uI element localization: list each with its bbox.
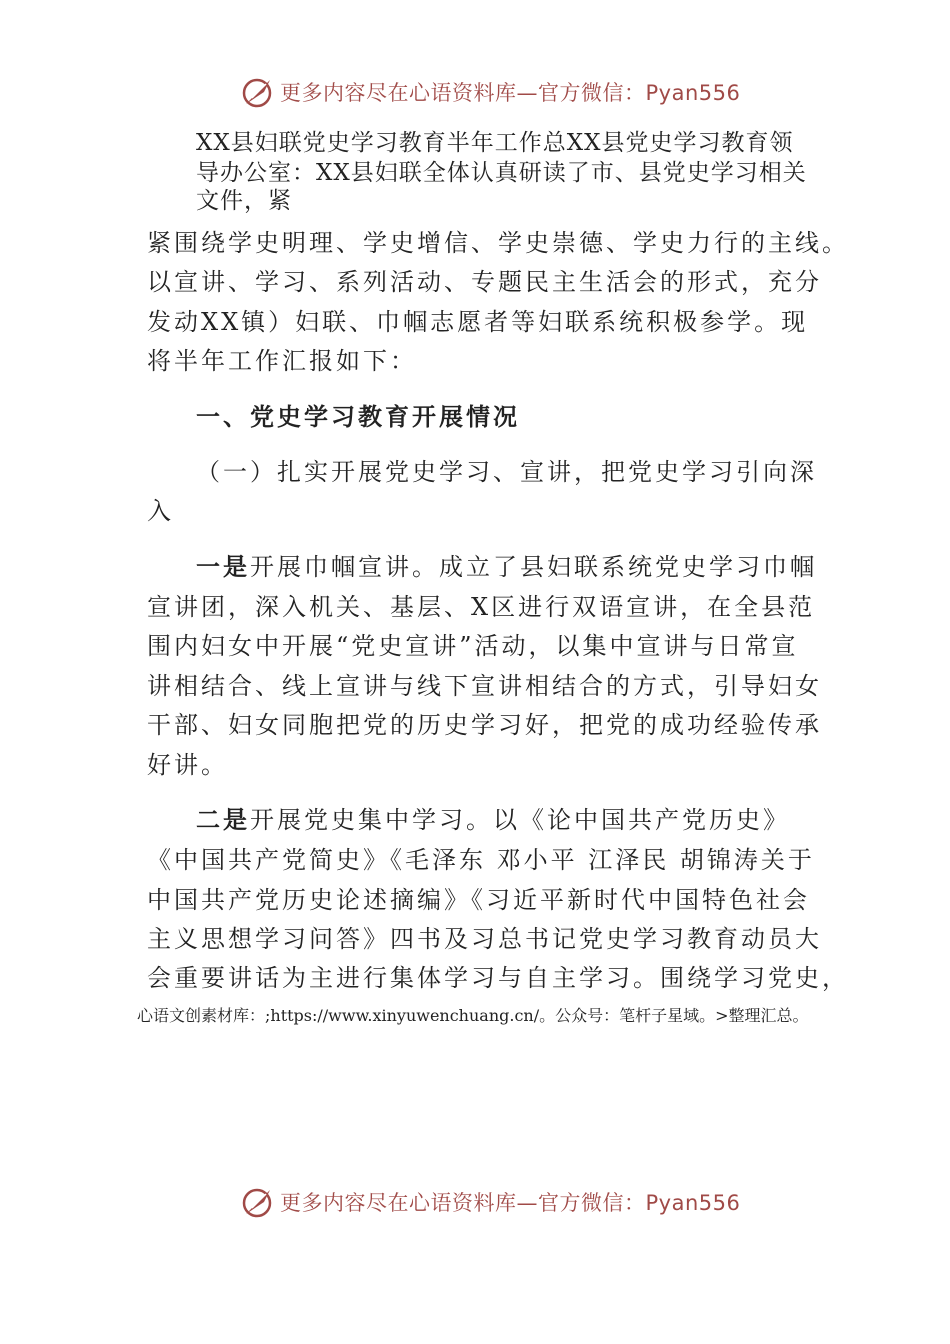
subheading-line-1: （一）扎实开展党史学习、宣讲，把党史学习引向深 — [196, 458, 817, 486]
body-line-3: 发动XX镇）妇联、巾帼志愿者等妇联系统积极参学。现 — [147, 308, 809, 336]
section-heading: 一、党史学习教育开展情况 — [196, 402, 520, 431]
footer-banner-text: 更多内容尽在心语资料库—官方微信：Pyan556 — [280, 1191, 741, 1215]
quill-logo-icon — [240, 74, 276, 110]
para1-first-line — [196, 552, 817, 582]
body-line-1: 紧围绕学史明理、学史增信、学史崇德、学史力行的主线。 — [147, 229, 849, 257]
quill-logo-icon — [240, 1184, 276, 1220]
intro-line-1: XX县妇联党史学习教育半年工作总XX县党史学习教育领 — [196, 130, 794, 156]
subheading-line-2: 入 — [147, 497, 174, 525]
para1-first-rest: 开展巾帼宣讲。成立了县妇联系统党史学习巾帼 — [250, 553, 817, 581]
para1-line-4: 讲相结合、线上宣讲与线下宣讲相结合的方式，引导妇女 — [147, 672, 822, 700]
para1-line-5: 干部、妇女同胞把党的历史学习好，把党的成功经验传承 — [147, 711, 822, 739]
header-banner — [240, 72, 740, 112]
para2-line-2: 《中国共产党简史》《毛泽东 邓小平 江泽民 胡锦涛关于 — [147, 846, 815, 874]
para2-first-line — [196, 805, 790, 835]
para1-line-2: 宣讲团，深入机关、基层、X区进行双语宣讲，在全县范 — [147, 593, 816, 621]
intro-line-3: 文件，紧 — [196, 188, 292, 214]
source-note: 心语文创素材库：;https://www.xinyuwenchuang.cn/。公众号：笔杆子星域。>整理汇总。 — [137, 1006, 809, 1025]
para1-line-6: 好讲。 — [147, 751, 228, 779]
footer-banner — [240, 1182, 740, 1222]
para1-lead: 一是 — [196, 552, 250, 581]
para2-line-4: 主义思想学习问答》四书及习总书记党史学习教育动员大 — [147, 925, 822, 953]
intro-line-2: 导办公室：XX县妇联全体认真研读了市、县党史学习相关 — [196, 160, 807, 186]
body-line-2: 以宣讲、学习、系列活动、专题民主生活会的形式，充分 — [147, 268, 822, 296]
header-banner-text: 更多内容尽在心语资料库—官方微信：Pyan556 — [280, 81, 741, 105]
body-line-4: 将半年工作汇报如下： — [147, 347, 417, 375]
para2-line-3: 中国共产党历史论述摘编》《习近平新时代中国特色社会 — [147, 886, 810, 914]
para2-lead: 二是 — [196, 805, 250, 834]
para2-first-rest: 开展党史集中学习。以《论中国共产党历史》 — [250, 806, 790, 834]
para2-line-5: 会重要讲话为主进行集体学习与自主学习。围绕学习党史， — [147, 964, 849, 992]
para1-line-3: 围内妇女中开展“党史宣讲”活动，以集中宣讲与日常宣 — [147, 632, 799, 660]
